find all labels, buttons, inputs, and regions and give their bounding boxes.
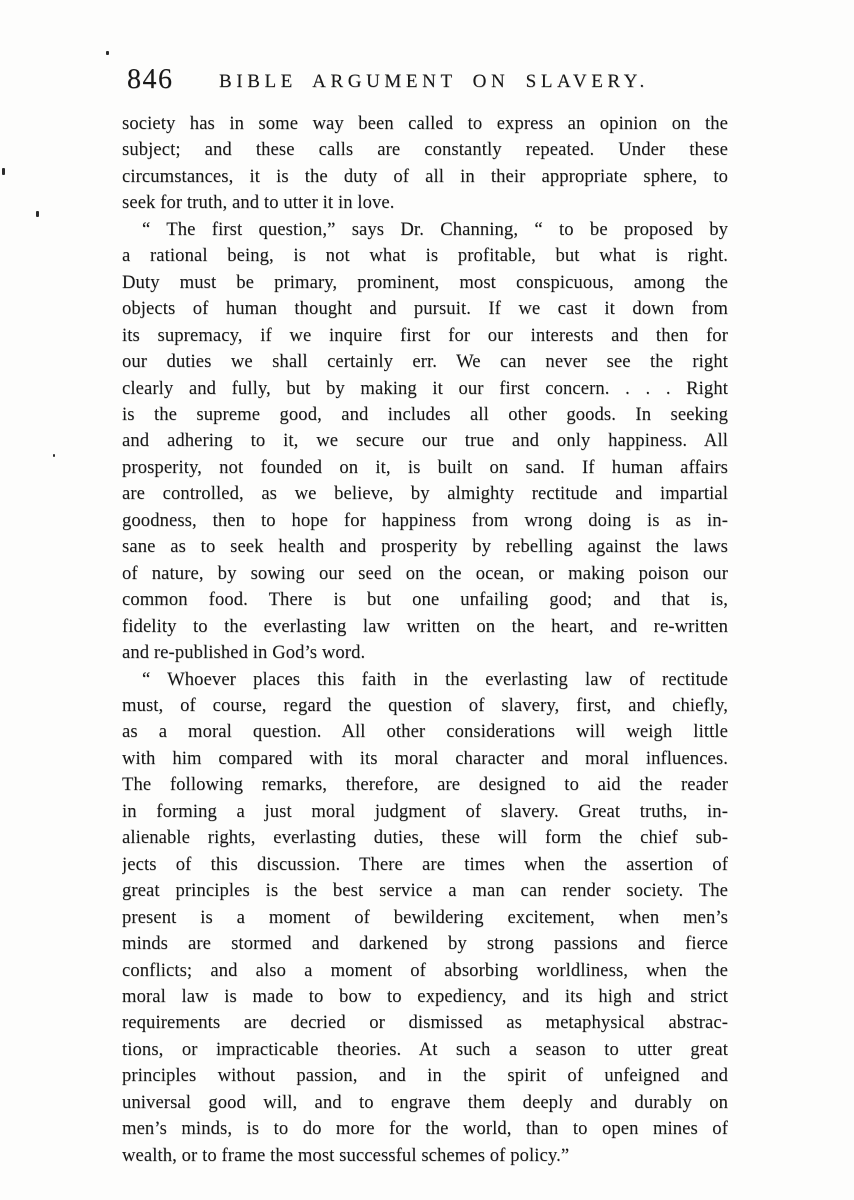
- text-line: prosperity, not founded on it, is built on sand. If human affairs: [122, 456, 728, 478]
- text-line: principles without passion, and in the spirit of unfeigned and: [122, 1065, 728, 1087]
- text-line: its supremacy, if we inquire first for our interests and then for: [122, 324, 728, 346]
- text-line: tions, or impracticable theories. At such a season to utter great: [122, 1038, 728, 1060]
- text-line: seek for truth, and to utter it in love.: [122, 192, 395, 214]
- text-line: great principles is the best service a man can render society. The: [122, 880, 728, 902]
- text-line: common food. There is but one unfailing good; and that is,: [122, 589, 728, 611]
- text-line: clearly and fully, but by making it our first concern. . . . Right: [122, 377, 728, 399]
- text-line: conflicts; and also a moment of absorbing worldliness, when the: [122, 959, 728, 981]
- text-line: fidelity to the everlasting law written on the heart, and re-written: [122, 615, 728, 637]
- text-line: minds are stormed and darkened by strong passions and fierce: [122, 933, 728, 955]
- text-line: and re-published in God’s word.: [122, 642, 366, 664]
- text-line: sane as to seek health and prosperity by rebelling against the laws: [122, 536, 728, 558]
- page-number: 846: [127, 64, 174, 95]
- text-line: alienable rights, everlasting duties, these will form the chief sub-: [122, 827, 728, 849]
- text-line: a rational being, is not what is profitable, but what is right.: [122, 245, 728, 267]
- text-line: jects of this discussion. There are times when the assertion of: [122, 853, 728, 875]
- text-line: are controlled, as we believe, by almighty rectitude and impartial: [122, 483, 728, 505]
- text-line: subject; and these calls are constantly repeated. Under these: [122, 139, 728, 161]
- page-text: [122, 111, 728, 1169]
- text-line: universal good will, and to engrave them deeply and durably on: [122, 1091, 728, 1113]
- text-line: “ Whoever places this faith in the everlasting law of rectitude: [142, 668, 728, 690]
- text-line: moral law is made to bow to expediency, and its high and strict: [122, 985, 728, 1007]
- text-line: present is a moment of bewildering excitement, when men’s: [122, 906, 728, 928]
- text-line: and adhering to it, we secure our true and only happiness. All: [122, 430, 728, 452]
- text-line: Duty must be primary, prominent, most conspicuous, among the: [122, 271, 728, 293]
- text-line: wealth, or to frame the most successful schemes of policy.”: [122, 1144, 570, 1166]
- text-line: as a moral question. All other considerations will weigh little: [122, 721, 728, 743]
- text-line: our duties we shall certainly err. We can never see the right: [122, 351, 728, 373]
- paragraph: [122, 111, 728, 217]
- text-line: “ The first question,” says Dr. Channing, “ to be proposed by: [142, 218, 728, 240]
- text-line: goodness, then to hope for happiness from wrong doing is as in-: [122, 509, 728, 531]
- text-line: is the supreme good, and includes all other goods. In seeking: [122, 403, 728, 425]
- text-line: of nature, by sowing our seed on the ocean, or making poison our: [122, 562, 728, 584]
- paragraph: [122, 667, 728, 1170]
- text-line: must, of course, regard the question of slavery, first, and chiefly,: [122, 694, 728, 716]
- text-line: The following remarks, therefore, are designed to aid the reader: [122, 774, 728, 796]
- scan-speck: [53, 454, 55, 457]
- text-line: objects of human thought and pursuit. If we cast it down from: [122, 298, 728, 320]
- text-line: circumstances, it is the duty of all in their appropriate sphere, to: [122, 165, 728, 187]
- text-line: men’s minds, is to do more for the world, than to open mines of: [122, 1118, 728, 1140]
- scan-speck: [36, 211, 39, 217]
- scan-speck: [106, 51, 109, 55]
- running-title: BIBLE ARGUMENT ON SLAVERY.: [219, 71, 649, 92]
- paragraph: [122, 217, 728, 667]
- text-line: society has in some way been called to express an opinion on the: [122, 113, 728, 134]
- text-line: in forming a just moral judgment of slavery. Great truths, in-: [122, 800, 728, 822]
- scan-speck: [2, 168, 5, 175]
- text-line: with him compared with its moral character and moral influences.: [122, 747, 728, 769]
- text-line: requirements are decried or dismissed as metaphysical abstrac-: [122, 1012, 728, 1034]
